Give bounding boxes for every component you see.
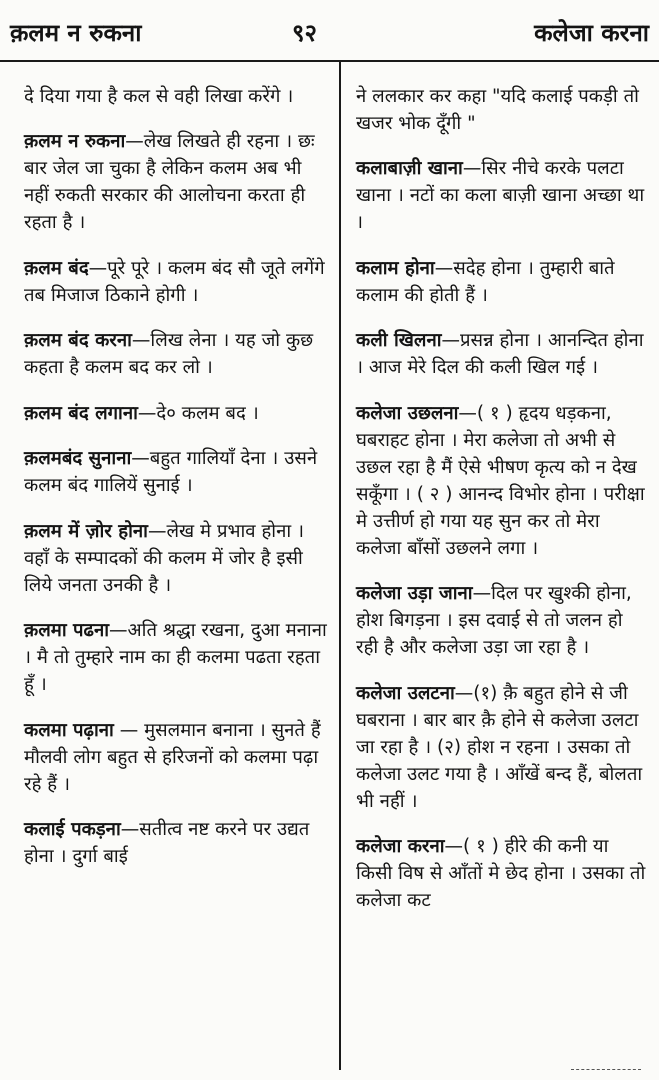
dictionary-entry (24, 400, 328, 427)
entry-definition: दिल पर खुश्की होना, होश बिगड़ना । इस दवाई से तो जलन हो रही है और कलेजा उड़ा जा रहा है । (356, 583, 632, 658)
dictionary-entry (356, 680, 646, 815)
entry-separator: — (131, 330, 151, 351)
entry-separator: — (131, 448, 150, 469)
dictionary-entry (24, 255, 328, 309)
dictionary-entry (24, 518, 328, 599)
dictionary-entry (24, 83, 328, 110)
entry-headword: कली खिलना (356, 330, 442, 351)
entry-separator: — (88, 257, 108, 279)
entry-headword: कलाबाज़ी खाना (356, 158, 463, 179)
dictionary-entry (24, 717, 328, 798)
left-column (24, 64, 328, 873)
entry-definition: प्रसन्न होना । आनन्दित होना । आज मेरे दिल की कली खिल गई । (356, 330, 644, 378)
page-number: ९२ (292, 19, 317, 47)
dictionary-entry (356, 83, 646, 137)
entry-definition: मुसलमान बनाना । सुनते हैं मौलवी लोग बहुत से हरिजनों को कलमा पढ़ा रहे हैं । (24, 719, 321, 795)
entry-definition: दे० कलम बद । (156, 402, 259, 424)
header-last-word: कलेजा करना (534, 19, 649, 47)
entry-separator: — (434, 257, 454, 279)
entry-definition: बहुत गालियाँ देना । उसने कलम बंद गालियें सुनाई । (24, 448, 318, 496)
entry-definition: दे दिया गया है कल से वही लिखा करेंगे । (24, 85, 294, 107)
entry-headword: क़लमा पढना (24, 620, 110, 641)
entry-headword: क़लम न रुकना (24, 131, 126, 152)
entry-separator: — (147, 520, 167, 542)
entry-separator: — (109, 620, 128, 641)
entry-headword: क़लमबंद सुनाना (24, 448, 132, 469)
entry-separator: — (444, 836, 464, 857)
entry-headword: क़लम बंद (24, 257, 89, 279)
right-column (356, 64, 646, 917)
entry-separator: — (454, 682, 474, 704)
entry-headword: कलेजा उड़ा जाना (356, 583, 473, 604)
dictionary-entry (24, 327, 328, 381)
entry-definition: ( १ ) हीरे की कनी या किसी विष से आँतों मे छेद होना । उसका तो कलेजा कट (356, 836, 646, 911)
entry-definition: सतीत्व नष्ट करने पर उद्यत होना । दुर्गा बाई (24, 819, 310, 867)
dictionary-entry (356, 580, 646, 661)
entry-separator: — (472, 583, 492, 604)
dictionary-entry (356, 833, 646, 914)
entry-headword: क़लम में ज़ोर होना (24, 520, 148, 542)
entry-headword: कलेजा करना (356, 836, 445, 857)
dictionary-entry (24, 816, 328, 870)
entry-headword: कलमा पढ़ाना (24, 719, 114, 741)
entry-separator: — (137, 402, 157, 424)
entry-definition: अति श्रद्धा रखना, दुआ मनाना । मै तो तुम्हारे नाम का ही कलमा पढता रहता हूँ । (24, 620, 327, 695)
dictionary-entry (356, 155, 646, 236)
header-rule (0, 60, 659, 62)
entry-headword: कलेजा उछलना (356, 402, 459, 424)
entry-separator: — (441, 330, 461, 351)
entry-definition: पूरे पूरे । कलम बंद सौ जूते लगेंगे तब मिजाज ठिकाने होगी । (24, 257, 325, 306)
column-divider (339, 60, 341, 1070)
entry-separator: — (120, 819, 140, 840)
entry-definition: सिर नीचे करके पलटा खाना । नटों का कला बाज़ी खाना अच्छा था । (356, 158, 645, 233)
entry-headword: कलेजा उलटना (356, 682, 455, 704)
entry-definition: (१) क़ै बहुत होने से जी घबराना । बार बार क़ै होने से कलेजा उलटा जा रहा है । (२) होश न रहना । उसका तो कलेजा उलट गया है । आँखें बन्द हैं, बोलता भी नहीं । (356, 682, 643, 812)
page-header (0, 0, 659, 56)
page-bottom-mark (571, 1069, 641, 1076)
dictionary-entry (356, 255, 646, 309)
entry-definition: ने ललकार कर कहा "यदि कलाई पकड़ी तो खजर भोक दूँगी " (356, 85, 639, 134)
entry-separator: — (462, 158, 482, 179)
entry-definition: लेख मे प्रभाव होना । वहाँ के सम्पादकों की कलम में जोर है इसी लिये जनता उनकी है । (24, 520, 305, 596)
entry-definition: लेख लिखते ही रहना । छः बार जेल जा चुका है लेकिन कलम अब भी नहीं रुकती सरकार की आलोचना करता ही रहता है । (24, 131, 315, 233)
dictionary-entry (24, 445, 328, 499)
entry-definition: ( १ ) हृदय धड़कना, घबराहट होना । मेरा कलेजा तो अभी से उछल रहा है मैं ऐसे भीषण कृत्य को न देख सकूँगा । ( २ ) आनन्द विभोर होना । परीक्षा मे उत्तीर्ण हो गया यह सुन कर तो मेरा कलेजा बाँसों उछलने लगा । (356, 402, 645, 559)
entry-headword: क़लम बंद करना (24, 330, 132, 351)
dictionary-entry (356, 400, 646, 562)
dictionary-entry (356, 327, 646, 381)
entry-separator: — (113, 719, 145, 741)
dictionary-entry (24, 128, 328, 236)
entry-headword: कलाई पकड़ना (24, 819, 121, 840)
entry-separator: — (125, 131, 144, 152)
entry-definition: सदेह होना । तुम्हारी बाते कलाम की होती हैं । (356, 257, 615, 306)
entry-headword: कलाम होना (356, 257, 435, 279)
dictionary-entry (24, 617, 328, 698)
header-first-word: क़लम न रुकना (10, 19, 142, 47)
entry-separator: — (458, 402, 477, 424)
entry-headword: क़लम बंद लगाना (24, 402, 138, 424)
entry-definition: लिख लेना । यह जो कुछ कहता है कलम बद कर लो । (24, 330, 314, 378)
